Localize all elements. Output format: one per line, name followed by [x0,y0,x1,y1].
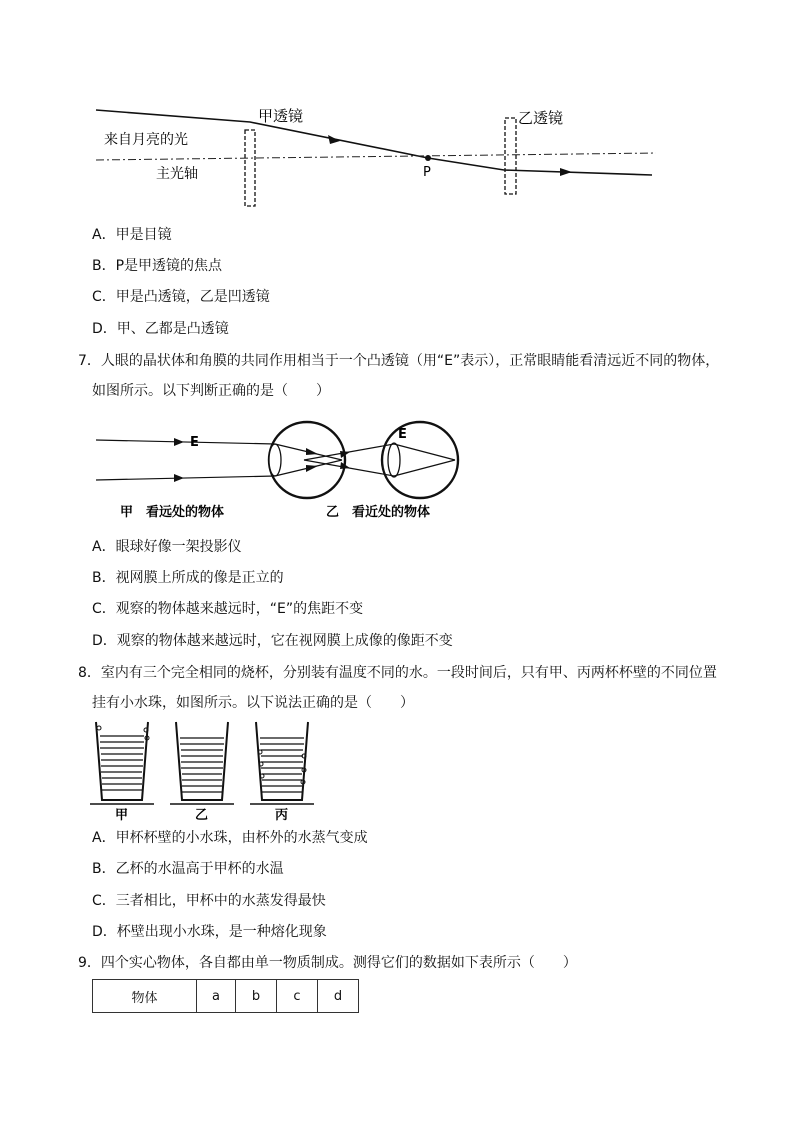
q8-option-d[interactable]: D．杯壁出现小水珠，是一种熔化现象 [92,924,327,940]
eye-b-e-label: E [398,427,407,442]
ray-a-arrow-1 [174,438,184,446]
q9-data-table [92,979,359,1013]
lens-e-a [269,444,281,476]
q6-option-a[interactable]: A．甲是目镜 [92,227,172,243]
table-header-a: a [197,980,236,1013]
q7-option-c[interactable]: C．观察的物体越来越远时，“E”的焦距不变 [92,601,364,617]
ray-a-bottom [96,476,275,480]
lens-b-shape [505,118,516,194]
q7-stem-line1: 7．人眼的晶状体和角膜的共同作用相当于一个凸透镜（用“E”表示），正常眼睛能看清远近不同的物体， [78,353,720,369]
point-p-dot [425,155,431,161]
beaker-bing [250,722,314,804]
q8-stem-line1: 8．室内有三个完全相同的烧杯，分别装有温度不同的水。一段时间后，只有甲、丙两杯杯壁的不同位置 [78,665,717,681]
eye-diagram-near-figure [300,418,460,526]
principal-axis-label: 主光轴 [156,166,198,182]
beaker-label-bing: 丙 [275,808,289,822]
moon-light-label: 来自月亮的光 [104,132,188,148]
eye-a-e-label: E [190,435,199,450]
ray-a-arrow-2 [174,474,184,482]
lens-a-label: 甲透镜 [258,107,304,125]
q7-option-b[interactable]: B．视网膜上所成的像是正立的 [92,570,284,586]
ray-b-arrow-1 [340,451,350,458]
ray-b-arrow-2 [340,462,350,469]
q9-stem: 9．四个实心物体，各自都由单一物质制成。测得它们的数据如下表所示（ ） [78,955,577,971]
lens-a-shape [245,130,255,206]
q8-option-b[interactable]: B．乙杯的水温高于甲杯的水温 [92,861,284,877]
table-header-b: b [236,980,277,1013]
table-row [93,980,359,1013]
point-p-label: P [423,165,431,180]
ray-b-top-refracted [394,444,455,460]
q8-option-c[interactable]: C．三者相比，甲杯中的水蒸发得最快 [92,893,326,909]
ray-b-bottom-refracted [394,460,455,476]
lens-e-b [388,443,400,477]
eye-a-caption: 甲 看远处的物体 [120,505,225,520]
beaker-yi [170,722,234,804]
beaker-jia [90,722,154,804]
telescope-lens-figure [90,100,660,212]
q7-option-d[interactable]: D．观察的物体越来越远时，它在视网膜上成像的像距不变 [92,633,453,649]
ray-arrow-2 [560,168,572,176]
table-header-object: 物体 [93,980,197,1013]
beakers-figure [90,718,330,822]
table-header-c: c [277,980,318,1013]
q8-stem-line2: 挂有小水珠，如图所示。以下说法正确的是（ ） [92,695,414,711]
lens-b-label: 乙透镜 [518,109,564,127]
ray-a-top [96,440,275,444]
q6-option-d[interactable]: D．甲、乙都是凸透镜 [92,321,229,337]
eye-b-caption: 乙 看近处的物体 [326,505,431,520]
q6-option-b[interactable]: B．P是甲透镜的焦点 [92,258,223,274]
q7-option-a[interactable]: A．眼球好像一架投影仪 [92,539,242,555]
q6-option-c[interactable]: C．甲是凸透镜，乙是凹透镜 [92,289,270,305]
beaker-label-jia: 甲 [115,808,129,822]
q7-stem-line2: 如图所示。以下判断正确的是（ ） [92,383,330,399]
principal-axis-line [96,153,656,160]
q8-option-a[interactable]: A．甲杯杯壁的小水珠，由杯外的水蒸气变成 [92,830,368,846]
beaker-label-yi: 乙 [195,808,209,822]
table-header-d: d [318,980,359,1013]
